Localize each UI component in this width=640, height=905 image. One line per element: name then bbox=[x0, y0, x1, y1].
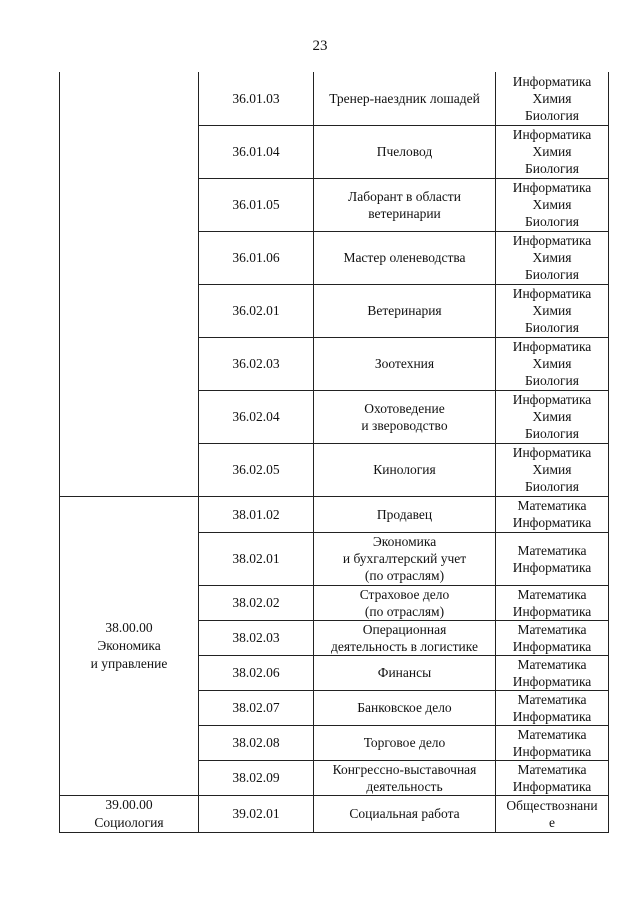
cell-line: (по отраслям) bbox=[364, 603, 445, 619]
cell-line: Информатика bbox=[512, 392, 592, 407]
cell-line: Биология bbox=[524, 214, 579, 229]
group-cell bbox=[60, 795, 199, 832]
cell-line: ветеринарии bbox=[368, 205, 441, 221]
name-cell bbox=[314, 532, 496, 585]
cell-line: Информатика bbox=[512, 73, 592, 89]
cell-line: Химия bbox=[532, 197, 572, 212]
cell-line: Химия bbox=[532, 409, 572, 424]
subjects-cell bbox=[496, 532, 609, 585]
specialties-table bbox=[59, 72, 609, 833]
cell-line: Химия bbox=[532, 90, 572, 106]
name-cell bbox=[314, 231, 496, 284]
cell-line: Информатика bbox=[512, 603, 592, 619]
name-cell bbox=[314, 690, 496, 725]
cell-line: Финансы bbox=[377, 665, 432, 680]
cell-line: Информатика bbox=[512, 743, 592, 759]
name-cell bbox=[314, 284, 496, 337]
cell-line: Информатика bbox=[512, 339, 592, 354]
cell-line: Охотоведение bbox=[364, 400, 445, 416]
name-cell bbox=[314, 620, 496, 655]
cell-line: Информатика bbox=[512, 778, 592, 794]
cell-line: Ветеринария bbox=[367, 303, 442, 318]
cell-line: Конгрессно-выставочная bbox=[332, 761, 477, 777]
name-cell bbox=[314, 585, 496, 620]
cell-line: Математика bbox=[517, 761, 587, 777]
subjects-cell bbox=[496, 125, 609, 178]
cell-line: е bbox=[549, 814, 555, 830]
cell-line: Операционная bbox=[362, 621, 447, 637]
cell-line: (по отраслям) bbox=[364, 568, 445, 583]
cell-line: Информатика bbox=[512, 286, 592, 301]
name-cell bbox=[314, 655, 496, 690]
table-row bbox=[60, 496, 609, 532]
cell-line: Математика bbox=[517, 656, 587, 672]
cell-line: Химия bbox=[532, 462, 572, 477]
name-cell bbox=[314, 795, 496, 832]
name-cell bbox=[314, 760, 496, 795]
cell-line: Информатика bbox=[512, 445, 592, 460]
code-cell: 38.02.08 bbox=[199, 725, 314, 760]
cell-line: Математика bbox=[517, 726, 587, 742]
cell-line: Математика bbox=[517, 691, 587, 707]
subjects-cell bbox=[496, 390, 609, 443]
specialties-table-body bbox=[60, 72, 609, 832]
code-cell: 38.01.02 bbox=[199, 496, 314, 532]
cell-line: Социология bbox=[94, 814, 164, 830]
subjects-cell bbox=[496, 725, 609, 760]
subjects-cell bbox=[496, 760, 609, 795]
group-cell bbox=[60, 72, 199, 496]
subjects-cell bbox=[496, 655, 609, 690]
cell-line: Математика bbox=[517, 498, 587, 513]
subjects-cell bbox=[496, 443, 609, 496]
name-cell bbox=[314, 178, 496, 231]
code-cell: 38.02.02 bbox=[199, 585, 314, 620]
cell-line: Информатика bbox=[512, 638, 592, 654]
code-cell: 36.01.04 bbox=[199, 125, 314, 178]
code-cell: 38.02.06 bbox=[199, 655, 314, 690]
code-cell: 36.02.04 bbox=[199, 390, 314, 443]
cell-line: Лаборант в области bbox=[348, 188, 461, 204]
cell-line: Биология bbox=[524, 107, 579, 123]
cell-line: Биология bbox=[524, 320, 579, 335]
code-cell: 36.02.03 bbox=[199, 337, 314, 390]
name-cell bbox=[314, 443, 496, 496]
cell-line: Информатика bbox=[512, 673, 592, 689]
cell-line: Кинология bbox=[373, 462, 436, 477]
cell-line: 38.00.00 bbox=[105, 619, 153, 635]
cell-line: Информатика bbox=[512, 180, 592, 195]
cell-line: 39.00.00 bbox=[105, 796, 153, 812]
cell-line: Обществознани bbox=[506, 797, 598, 813]
code-cell: 36.02.05 bbox=[199, 443, 314, 496]
cell-line: деятельность в логистике bbox=[331, 638, 478, 654]
cell-line: Биология bbox=[524, 479, 579, 494]
subjects-cell bbox=[496, 337, 609, 390]
table-row bbox=[60, 795, 609, 832]
cell-line: Информатика bbox=[512, 559, 592, 575]
name-cell bbox=[314, 725, 496, 760]
code-cell: 36.01.03 bbox=[199, 72, 314, 125]
cell-line: Социальная работа bbox=[349, 806, 460, 821]
cell-line: Математика bbox=[517, 621, 587, 637]
code-cell: 39.02.01 bbox=[199, 795, 314, 832]
code-cell: 36.01.05 bbox=[199, 178, 314, 231]
cell-line: Химия bbox=[532, 356, 572, 371]
cell-line: Информатика bbox=[512, 233, 592, 248]
cell-line: Страховое дело bbox=[359, 586, 450, 602]
subjects-cell bbox=[496, 178, 609, 231]
cell-line: Мастер оленеводства bbox=[343, 250, 466, 265]
page-number: 23 bbox=[312, 38, 328, 54]
cell-line: Биология bbox=[524, 267, 579, 282]
cell-line: и управление bbox=[90, 655, 168, 671]
cell-line: Банковское дело bbox=[357, 700, 452, 715]
cell-line: Химия bbox=[532, 144, 572, 159]
name-cell bbox=[314, 390, 496, 443]
name-cell bbox=[314, 72, 496, 125]
cell-line: Экономика bbox=[97, 637, 161, 653]
cell-line: Зоотехния bbox=[374, 356, 435, 371]
subjects-cell bbox=[496, 585, 609, 620]
cell-line: Тренер-наездник лошадей bbox=[329, 90, 480, 106]
subjects-cell bbox=[496, 496, 609, 532]
subjects-cell bbox=[496, 72, 609, 125]
name-cell bbox=[314, 337, 496, 390]
code-cell: 36.01.06 bbox=[199, 231, 314, 284]
code-cell: 38.02.09 bbox=[199, 760, 314, 795]
table-row bbox=[60, 72, 609, 125]
cell-line: Информатика bbox=[512, 515, 592, 530]
cell-line: и бухгалтерский учет bbox=[342, 551, 467, 566]
cell-line: Торговое дело bbox=[363, 735, 446, 750]
cell-line: Информатика bbox=[512, 127, 592, 142]
code-cell: 36.02.01 bbox=[199, 284, 314, 337]
cell-line: Биология bbox=[524, 373, 579, 388]
cell-line: деятельность bbox=[366, 778, 443, 794]
cell-line: Математика bbox=[517, 542, 587, 558]
cell-line: Биология bbox=[524, 426, 579, 441]
code-cell: 38.02.01 bbox=[199, 532, 314, 585]
subjects-cell bbox=[496, 690, 609, 725]
cell-line: Экономика bbox=[372, 534, 437, 549]
code-cell: 38.02.03 bbox=[199, 620, 314, 655]
cell-line: Продавец bbox=[376, 506, 433, 522]
cell-line: Информатика bbox=[512, 708, 592, 724]
code-cell: 38.02.07 bbox=[199, 690, 314, 725]
cell-line: Пчеловод bbox=[376, 144, 433, 159]
subjects-cell bbox=[496, 284, 609, 337]
subjects-cell bbox=[496, 231, 609, 284]
cell-line: Химия bbox=[532, 250, 572, 265]
cell-line: Химия bbox=[532, 303, 572, 318]
subjects-cell bbox=[496, 620, 609, 655]
group-cell bbox=[60, 496, 199, 795]
subjects-cell bbox=[496, 795, 609, 832]
name-cell bbox=[314, 496, 496, 532]
cell-line: и звероводство bbox=[361, 417, 448, 433]
cell-line: Математика bbox=[517, 586, 587, 602]
cell-line: Биология bbox=[524, 161, 579, 176]
name-cell bbox=[314, 125, 496, 178]
